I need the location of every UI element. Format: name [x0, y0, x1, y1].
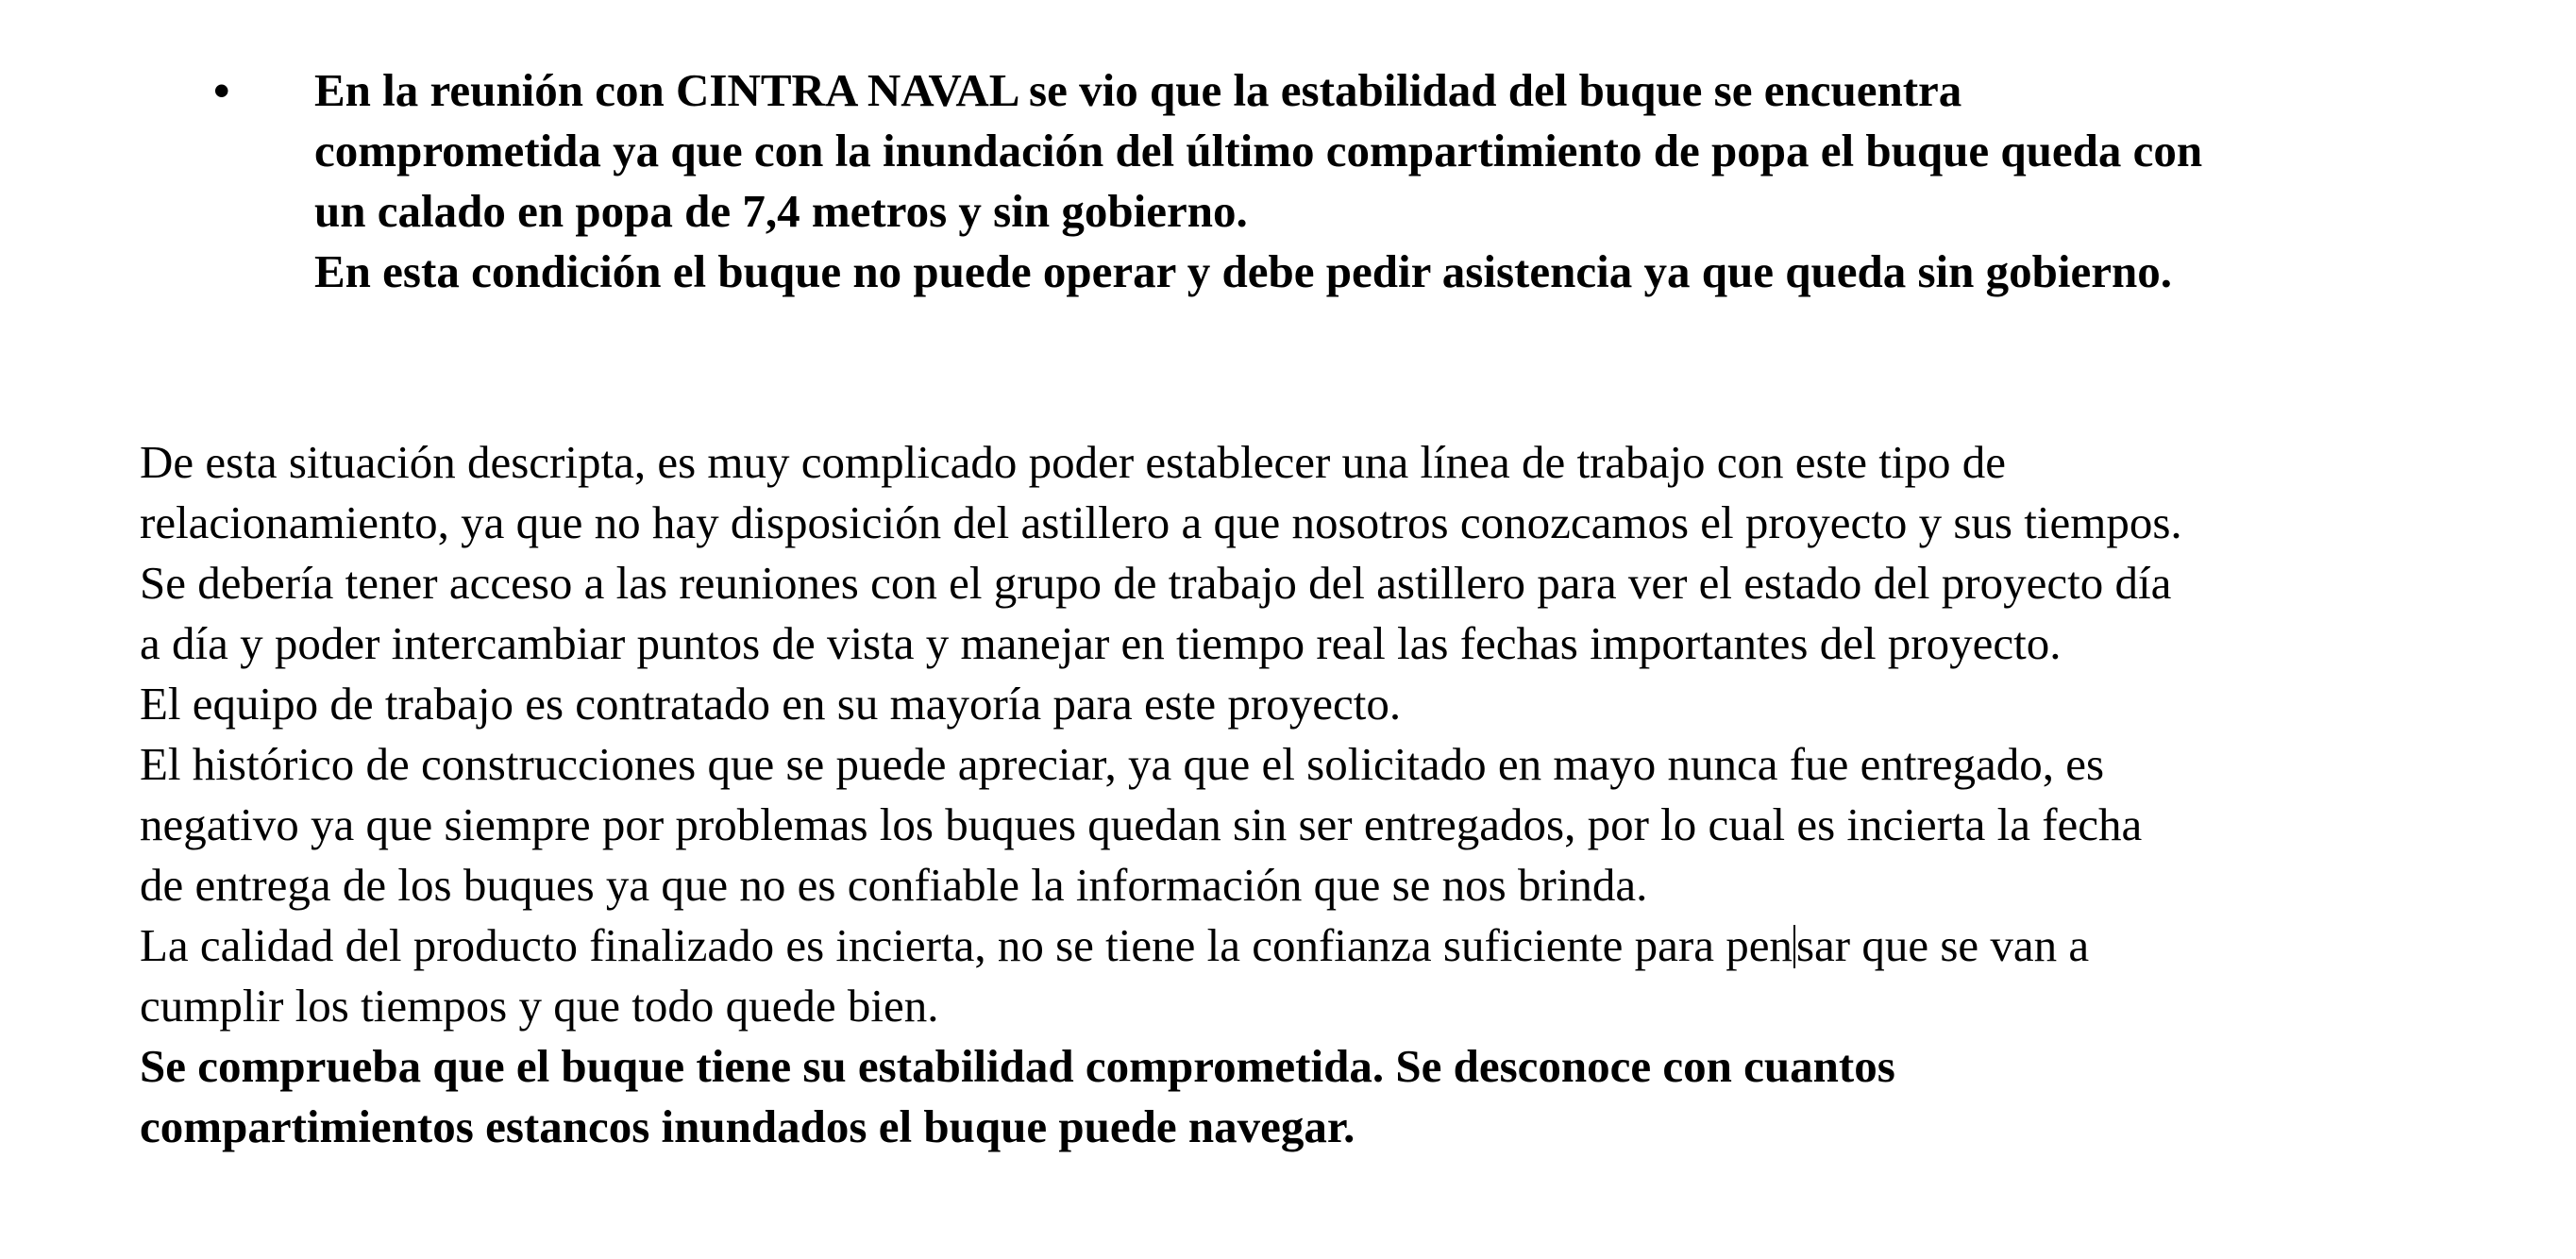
- paragraph-line: De esta situación descripta, es muy complicado poder establecer una línea de trabajo con este tipo de: [140, 436, 2006, 488]
- bullet-line: un calado en popa de 7,4 metros y sin gobierno.: [314, 185, 1248, 237]
- paragraph-line: Se debería tener acceso a las reuniones con el grupo de trabajo del astillero para ver el estado del proyecto día: [140, 557, 2172, 609]
- paragraph-line: El equipo de trabajo es contratado en su mayoría para este proyecto.: [140, 678, 1402, 730]
- bullet-line: En esta condición el buque no puede operar y debe pedir asistencia ya que queda sin gobierno.: [314, 245, 2172, 297]
- text-before-cursor: La calidad del producto finalizado es incierta, no se tiene la confianza suficiente para pen: [140, 919, 1793, 971]
- bullet-marker: •: [213, 64, 230, 117]
- bullet-line: comprometida ya que con la inundación del último compartimiento de popa el buque queda con: [314, 125, 2203, 176]
- paragraph-line-with-cursor[interactable]: [140, 915, 2089, 976]
- bullet-line: En la reunión con CINTRA NAVAL se vio que la estabilidad del buque se encuentra: [314, 64, 1962, 116]
- paragraph-line: a día y poder intercambiar puntos de vista y manejar en tiempo real las fechas importantes del proyecto.: [140, 617, 2062, 669]
- bold-paragraph-line: compartimientos estancos inundados el buque puede navegar.: [140, 1100, 1355, 1152]
- paragraph-line: de entrega de los buques ya que no es confiable la información que se nos brinda.: [140, 859, 1648, 911]
- text-cursor: [1793, 925, 1795, 968]
- paragraph-line: El histórico de construcciones que se puede apreciar, ya que el solicitado en mayo nunca fue entregado, es: [140, 738, 2105, 790]
- text-after-cursor: sar que se van a: [1795, 919, 2090, 971]
- bold-paragraph-line: Se comprueba que el buque tiene su estabilidad comprometida. Se desconoce con cuantos: [140, 1040, 1895, 1092]
- paragraph-line: relacionamiento, ya que no hay disposición del astillero a que nosotros conozcamos el proyecto y sus tiempos.: [140, 496, 2182, 548]
- paragraph-line: cumplir los tiempos y que todo quede bien.: [140, 980, 939, 1032]
- paragraph-line: negativo ya que siempre por problemas los buques quedan sin ser entregados, por lo cual es incierta la fecha: [140, 798, 2143, 850]
